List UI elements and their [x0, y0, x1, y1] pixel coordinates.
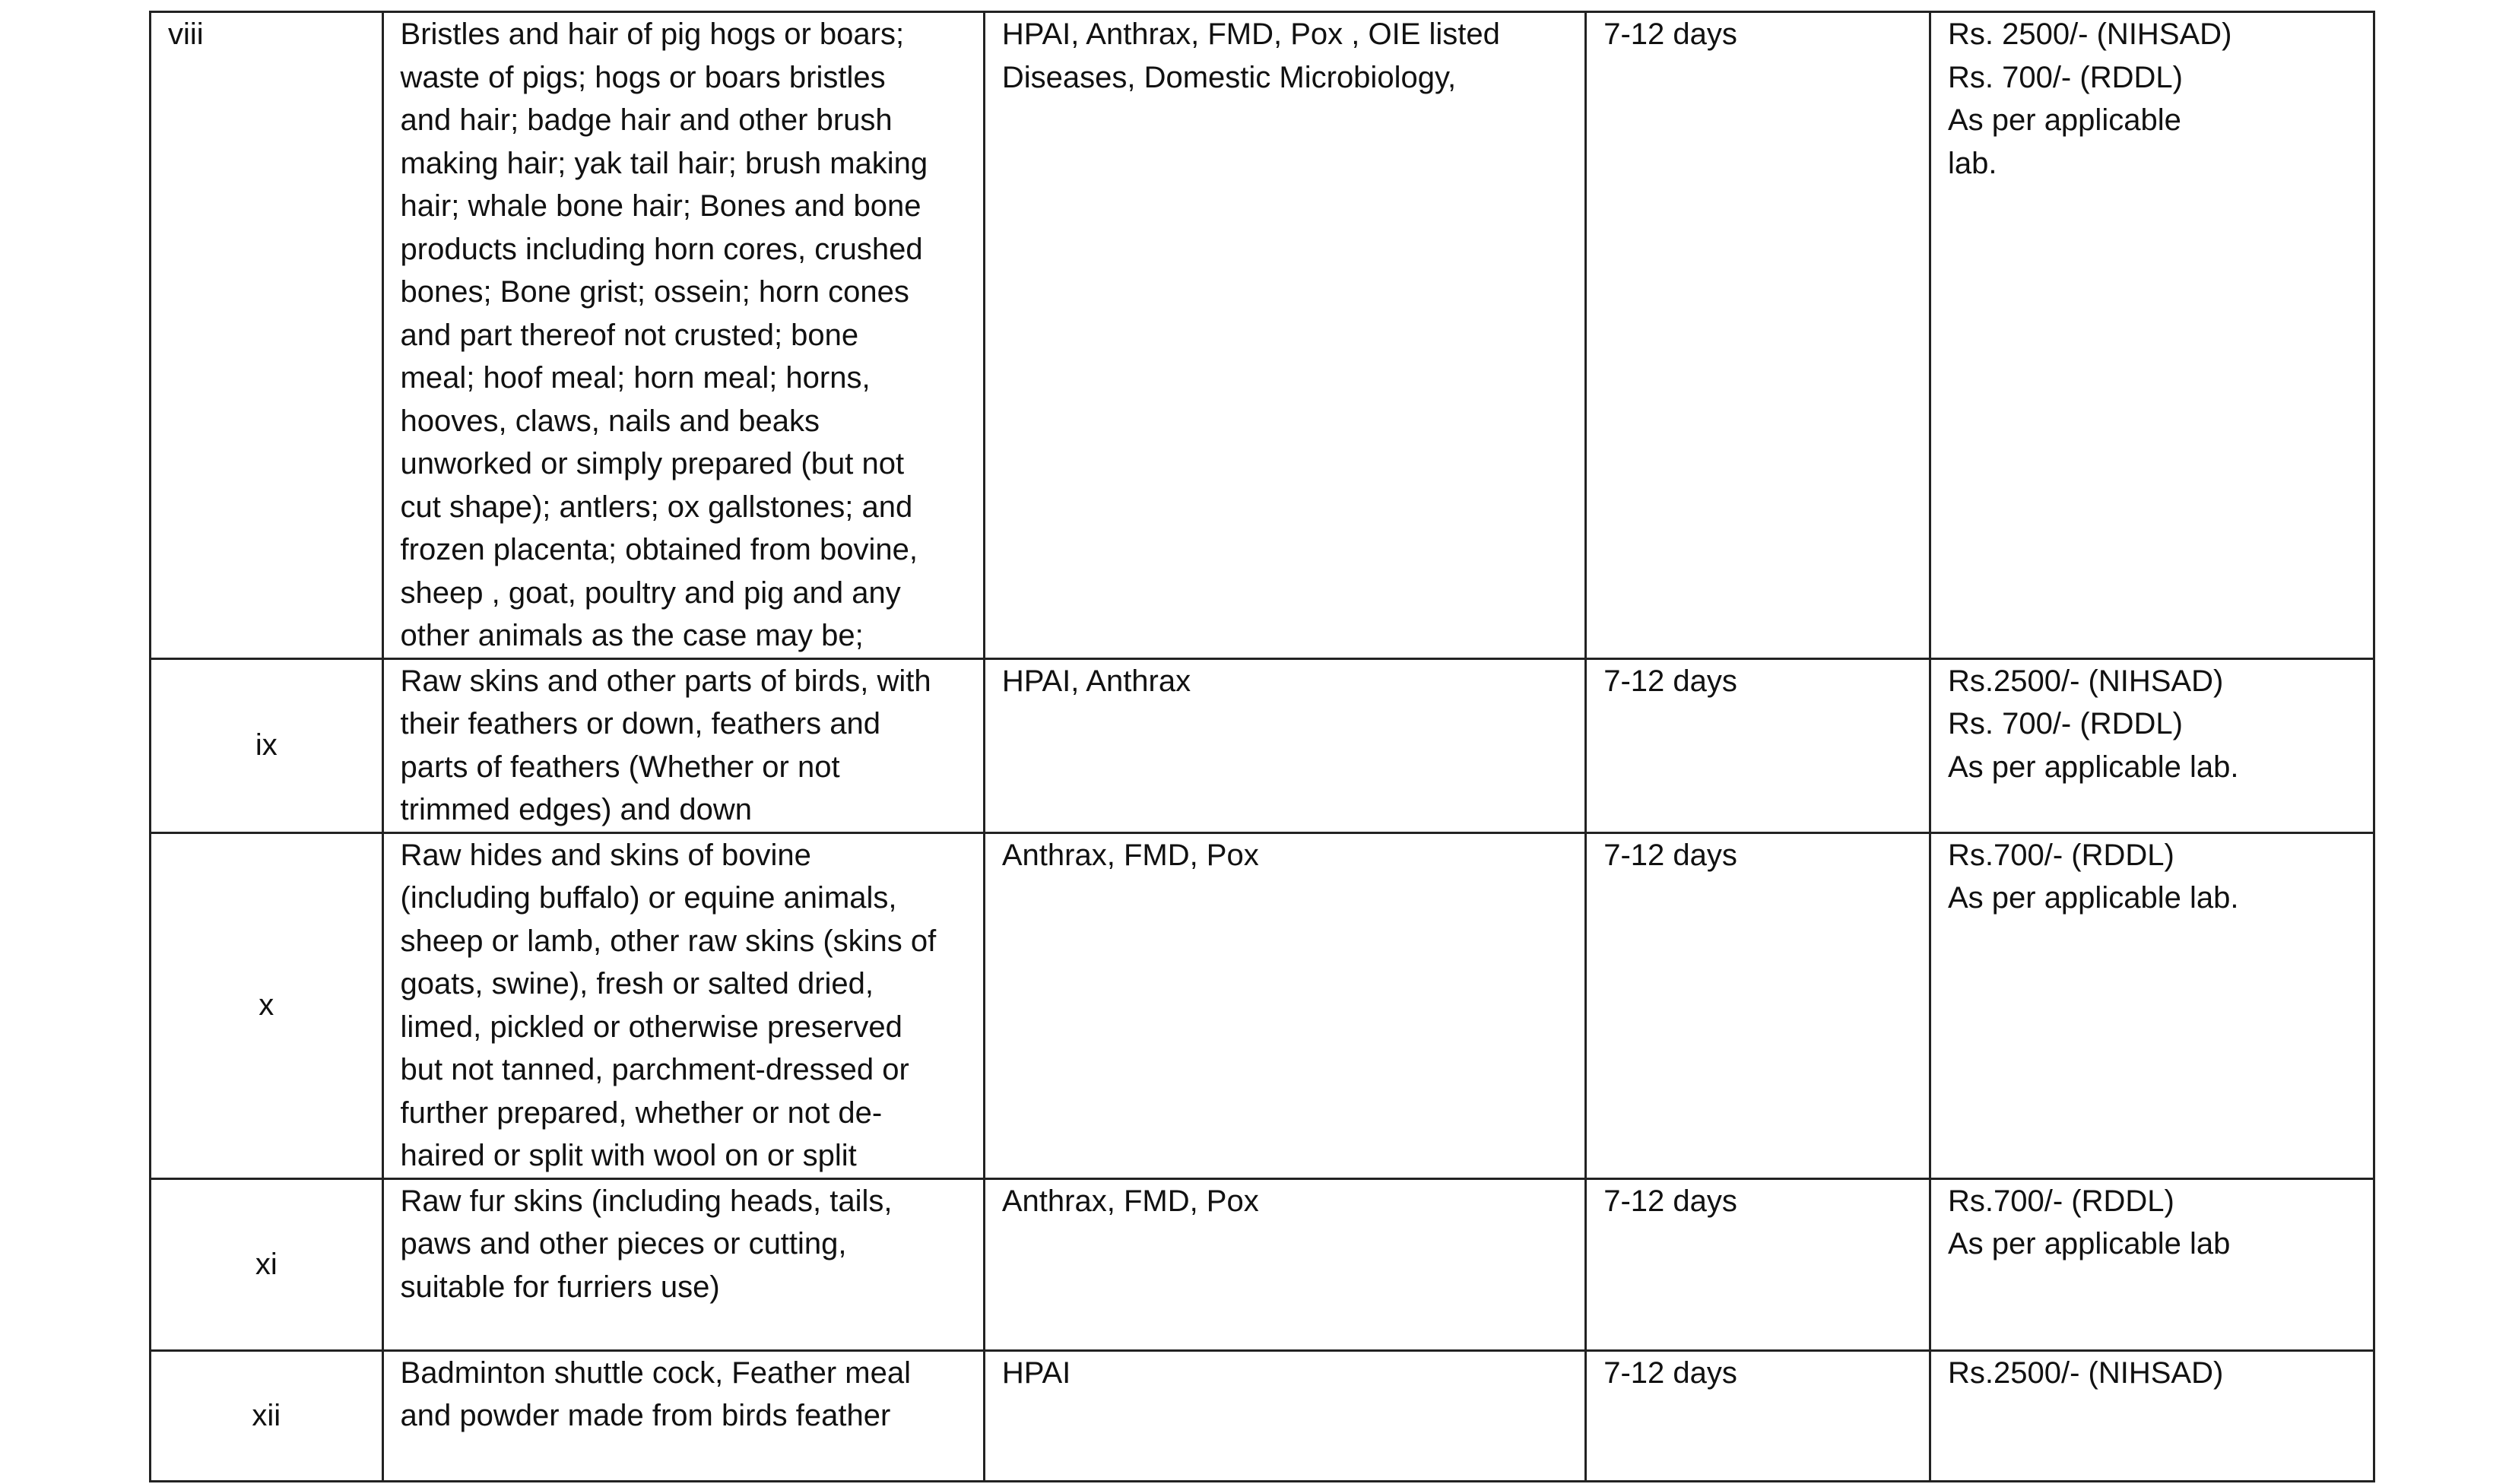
diseases-cell: HPAI — [984, 1350, 1585, 1481]
duration-cell: 7-12 days — [1586, 1178, 1930, 1350]
diseases-cell: HPAI, Anthrax — [984, 658, 1585, 832]
item-description: Bristles and hair of pig hogs or boars; waste of pigs; hogs or boars bristles and hair; badge hair and other brush making hair; yak tail hair; brush making hair; whale bone hair; Bones and bone products including horn cores, crushed bones; Bone grist; ossein; horn cones and part thereof not crusted; bone meal; hoof meal; horn meal; horns, hooves, claws, nails and beaks unworked or simply prepared (but not cut shape); antlers; ox gallstones; and frozen placenta; obtained from bovine, sheep , goat, poultry and pig and any other animals as the case may be; — [382, 12, 984, 659]
row-number: xi — [151, 1178, 383, 1350]
diseases-cell: Anthrax, FMD, Pox — [984, 1178, 1585, 1350]
table-row — [151, 1178, 2374, 1350]
row-number: ix — [151, 658, 383, 832]
fee-cell: Rs.700/- (RDDL) As per applicable lab — [1930, 1178, 2374, 1350]
table-row — [151, 658, 2374, 832]
import-test-fee-table — [149, 11, 2375, 1482]
fee-cell: Rs.2500/- (NIHSAD) — [1930, 1350, 2374, 1481]
row-number: viii — [151, 12, 383, 659]
fee-cell: Rs. 2500/- (NIHSAD) Rs. 700/- (RDDL) As per applicable lab. — [1930, 12, 2374, 659]
diseases-cell: HPAI, Anthrax, FMD, Pox , OIE listed Diseases, Domestic Microbiology, — [984, 12, 1585, 659]
table-row — [151, 1350, 2374, 1481]
diseases-cell: Anthrax, FMD, Pox — [984, 832, 1585, 1178]
table-row — [151, 832, 2374, 1178]
item-description: Raw fur skins (including heads, tails, paws and other pieces or cutting, suitable for furriers use) — [382, 1178, 984, 1350]
row-number: x — [151, 832, 383, 1178]
table-row — [151, 12, 2374, 659]
item-description: Raw skins and other parts of birds, with their feathers or down, feathers and parts of feathers (Whether or not trimmed edges) and down — [382, 658, 984, 832]
row-number: xii — [151, 1350, 383, 1481]
fee-cell: Rs.700/- (RDDL) As per applicable lab. — [1930, 832, 2374, 1178]
duration-cell: 7-12 days — [1586, 12, 1930, 659]
item-description: Raw hides and skins of bovine (including buffalo) or equine animals, sheep or lamb, other raw skins (skins of goats, swine), fresh or salted dried, limed, pickled or otherwise preserved but not tanned, parchment-dressed or further prepared, whether or not de- haired or split with wool on or split — [382, 832, 984, 1178]
duration-cell: 7-12 days — [1586, 658, 1930, 832]
duration-cell: 7-12 days — [1586, 1350, 1930, 1481]
fee-cell: Rs.2500/- (NIHSAD) Rs. 700/- (RDDL) As per applicable lab. — [1930, 658, 2374, 832]
duration-cell: 7-12 days — [1586, 832, 1930, 1178]
item-description: Badminton shuttle cock, Feather meal and powder made from birds feather — [382, 1350, 984, 1481]
